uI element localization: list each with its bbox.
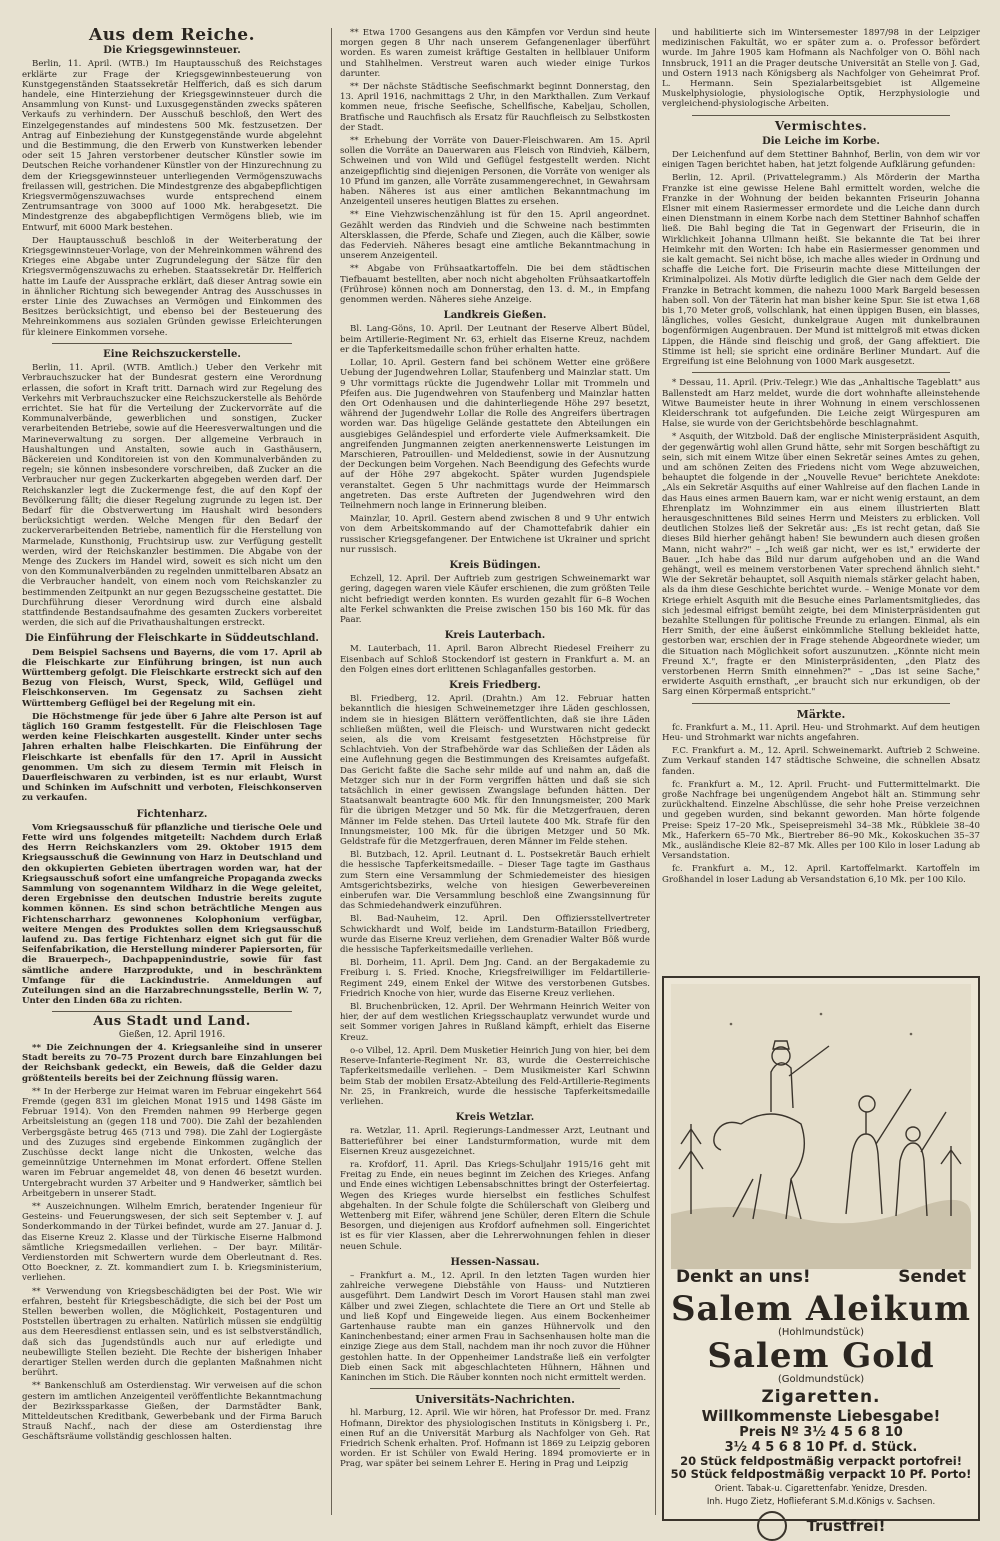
article-paragraph: ra. Krofdorf, 11. April. Das Kriegs-Schuljahr 1915/16 geht mit Freitag zu Ende, ein neues beginnt im Zeichen des Krieges. Anfang und Ende eines wichtigen Lebensabschnittes bringt der Osterfeiertag. Wegen des Krieges wurde hierselbst ein festliches Schulfest abgehalten. In der Schule folgte die Schülerschaft von Gleiberg und Wettenberg mit Eifer, während jene Schüler, deren Eltern die Schule Besorgen, und diejenigen aus Krofdorf aufnehmen soll. Eingerichtet ist es für vier Klassen, aber die Lehrerwohnungen fehlen in dieser neuen Schule. <box>340 1159 650 1252</box>
brand-name: Salem Aleikum <box>670 1289 972 1329</box>
article-paragraph: Der Leichenfund auf dem Stettiner Bahnhof, Berlin, von dem wir vor einigen Tagen berichtet haben, hat jetzt folgende Aufklärung gefunden: <box>662 150 980 171</box>
divider <box>370 1388 620 1389</box>
brand-name: Salem Gold <box>707 1336 935 1376</box>
brand-subtitle: (Hohlmundstück) <box>777 1327 865 1338</box>
article-title: Die Kriegsgewinnsteuer. <box>103 45 241 57</box>
article-paragraph: Die Höchstmenge für jede über 6 Jahre alte Person ist auf täglich 160 Gramm festgestellt. Für die Fleischlosen Tage werden keine Fleischkarten ausgestellt. Kinder unter sechs Jahren erhalten halbe Fleischkarten. Die Einführung der Fleischkarte ist ebenfalls für den 17. April in Aussicht genommen. Um sich zu diesem Termin mit Fleisch in Dauerfleischwaren zu verbinden, ist es nur erlaubt, Wurst und Schinken im Aufschnitt und verboten, Fleischkonserven zu verkaufen. <box>22 711 322 804</box>
ad-slogan-right: Sendet <box>898 1267 966 1287</box>
article-paragraph: fc. Frankfurt a. M., 12. April. Frucht- und Futtermittelmarkt. Die große Nachfrage bei ungenügendem Angebot hält an. Stimmung sehr zurückhaltend. Einzelne Abschlüsse, die sehr hohe Preise verzeichnen und gegeben wurden, sind bekannt geworden. Man hörte folgende Preise: Speiz 17–20 Mk., Speisepreismehl 34–38 Mk., Rübkleie 38–40 Mk., Haferkern 65–70 Mk., Biertreber 86–90 Mk., Kokoskuchen 35–37 Mk., ausländische Kleie 82–87 Mk. Alles per 100 Kilo in loser Ladung ab Versandstation. <box>662 779 980 862</box>
article-paragraph: ** Eine Viehzwischenzählung ist für den 15. April angeordnet. Gezählt werden das Rindvieh und die Schweine nach bestimmten Altersklassen, die Pferde, Schafe und Ziegen, auch die Kälber, sowie das Federvieh. Näheres besagt eine amtliche Bekanntmachung in unserem Anzeigenteil. <box>340 210 650 262</box>
article-paragraph: * Dessau, 11. April. (Priv.-Telegr.) Wie das „Anhaltische Tageblatt" aus Ballenstedt am Harz meldet, wurde die dort wohnhafte alleinstehende Witwe Baumeister heute in ihrer Wohnung in einem verschlossenen Kleiderschrank tot aufgefunden. Die Leiche zeigt Würgespuren am Halse, sie wurde von der Gerichtsbehörde beschlagnahmt. <box>662 378 980 430</box>
divider <box>52 343 292 344</box>
divider <box>692 115 950 116</box>
article-paragraph: Der Hauptausschuß beschloß in der Weiterberatung der Kriegsgewinnsteuer-Vorlage, von der Mehreinkommen während des Krieges eine Abgabe unter Zugrundelegung der Sätze für den Kriegsvermögenszuwachs zu erheben. Staatssekretär Dr. Helfferich hatte im Laufe der Aussprache erklärt, daß dieser Antrag sowie ein in ähnlicher Richtung sich bewegender Antrag des Ausschusses in erster Linie des Zuwachses an Vermögen und Einkommen des Besitzes berücksichtigt, und ebenso bei der Besteuerung des Mehreinkommens aus sozialen Gründen gewisse Erleichterungen für kleinere Einkommen vorsehe. <box>22 235 322 338</box>
article-title: Landkreis Gießen. <box>443 310 547 322</box>
article-paragraph: ** Verwendung von Kriegsbeschädigten bei der Post. Wie wir erfahren, besteht für Kriegsbeschädigte, die sich bei der Post um Stellen bewerben wollen, die Möglichkeit, Postagenturen und Poststellen übertragen zu erhalten. Natürlich müssen sie endgültig aus dem Heeresdienst entlassen sein, und es ist selbstverständlich, daß sich das Jugendstündls auch nur auf erledigte und neubewilligte Stellen bezieht. Die Rechte der bisherigen Inhaber derartiger Stellen werden durch die geplanten Maßnahmen nicht berührt. <box>22 1286 322 1379</box>
article-title: Fichtenharz. <box>136 808 208 820</box>
divider <box>692 372 950 373</box>
dateline: Gießen, 12. April 1916. <box>118 1029 226 1040</box>
trust-line <box>664 1511 978 1541</box>
shipping-note: 20 Stück feldpostmäßig verpackt portofrei! <box>680 1454 962 1468</box>
article-paragraph: Berlin, 11. April. (WTB.) Im Hauptausschuß des Reichstages erklärte zur Frage der Kriegsgewinnbesteuerung von Kunstgegenständen Staatssekretär Helfferich, daß es sich darum handele, eine Hinterziehung der Kriegsgewinnsteuer durch die Ansammlung von Kunst- und Luxusgegenständen zwecks späteren Verkaufs zu verhindern. Der Ausschuß beschloß, den Wert des Einzelgegenstandes auf mindestens 500 Mk. festzusetzen. Der Antrag auf Einbeziehung der Kunstgegenstände wurde abgelehnt und die Bestimmung, die den Erwerb von Kunstwerken lebender oder seit 15 Jahren verstorbener deutscher Künstler sowie im Deutschen Reiche vorhandener Künstler von der Hinzurechnung zu dem der Kriegsgewinnsteuer unterliegenden Vermögenszuwachs freilassen will, gestrichen. Die Mindestgrenze des abgabepflichtigen Kriegsvermögenszuwachses wurde entsprechend einem Zentrumsantrage von 3000 auf 1000 Mk. herabgesetzt. Die Mindestgrenze des abgabepflichtigen Vermögens blieb, wie im Entwurf, mit 6000 Mark bestehen. <box>22 59 322 233</box>
article-title: Kreis Lauterbach. <box>444 630 546 642</box>
column-rule <box>655 28 656 1515</box>
article-paragraph: Bl. Butzbach, 12. April. Leutnant d. L. Postsekretär Bauch erhielt die hessische Tapferkeitsmedaille. – Dieser Tage tagte im Gasthaus zum Stern eine Versammlung der Schmiedemeister des hiesigen Amtsgerichtsbezirks, welche von hiesigen Gewerbevereinen einberufen war. Die Versammlung beschloß eine Zwangsinnung für das Schmiedehandwerk einzuführen. <box>340 850 650 912</box>
article-paragraph: ** Auszeichnungen. Wilhelm Emrich, beratender Ingenieur für Gesteins- und Feuerungswesen, der sich seit September v. J. auf Sonderkommando in der Türkei befindet, wurde am 27. Januar d. J. das Eiserne Kreuz 2. Klasse und der Türkische Eiserne Halbmond sämtliche Kriegsmedaillen verliehen. – Der bayr. Militär-Verdienstorden mit Schwertern wurde dem Oberleutnant d. Res. Otto Boeckner, z. Zt. kommandiert zum I. b. Kriegsministerium, verliehen. <box>22 1201 322 1284</box>
article-paragraph: Bl. Friedberg, 12. April. (Drahtn.) Am 12. Februar hatten bekanntlich die hiesigen Schweinemetzger ihre Läden geschlossen, indem sie in hiesigen Blättern veröffentlichten, daß sie ihre Läden schließen müßten, weil die Fleisch- und Wurstwaren nicht gedeckt seien, als die vom Kreisamt festgesetzten Höchstpreise für Schlachtvieh. Von der Strafbehörde war das Schließen der Läden als eine Auflehnung gegen die Bestimmungen des Kreisamtes aufgefaßt. Das Gericht faßte die Sache sehr milde auf und nahm an, daß die Metzger sich nur in der Form vergriffen hätten und daß sie sich tatsächlich in einer gewissen Zwangslage befunden hätten. Der Staatsanwalt beantragte 600 Mk. für den Innungsmeister, 200 Mark für die übrigen Metzger und 50 Mk. für die Metzgerfrauen, deren Männer im Felde stehen. Das Urteil lautete 400 Mk. Strafe für den Innungsmeister, 100 Mk. für die übrigen Metzger und 50 Mk. Geldstrafe für die Metzgerfrauen, deren Männer im Felde stehen. <box>340 694 650 848</box>
article-title: Die Einführung der Fleischkarte in Süddeutschland. <box>25 633 319 645</box>
column-rule <box>331 28 332 1515</box>
brand-subtitle: (Goldmundstück) <box>777 1374 865 1385</box>
article-paragraph: ** Erhebung der Vorräte von Dauer-Fleischwaren. Am 15. April sollen die Vorräte an Dauerwaren aus Fleisch von Rindvieh, Kälbern, Schweinen und von Wild und Geflügel festgestellt werden. Nicht anzeigepflichtig sind diejenigen Personen, die Vorräte von weniger als 10 Pfund im ganzen, alle Vorräte zusammengerechnet, in Gewahrsam haben. Näheres ist aus einer amtlichen Bekanntmachung im Anzeigenteil unseres heutigen Blattes zu ersehen. <box>340 136 650 208</box>
article-paragraph: Vom Kriegsausschuß für pflanzliche und tierische Oele und Fette wird uns folgendes mitgeteilt: Nachdem durch Erlaß des Herrn Reichskanzlers vom 29. Oktober 1915 dem Kriegsausschuß die Gewinnung von Harz in Deutschland und den okkupierten Gebieten übertragen worden war, hat der Kriegsausschuß sofort eine umfangreiche Propaganda zwecks Sammlung von sogenanntem Wildharz in die Wege geleitet, deren Ergebnisse den deutschen Industrie bereits zugute kommen können. Es sind schon beträchtliche Mengen aus Fichtenscharrharz gewonnenes Kolophonium verfügbar, weitere Mengen des Produktes sollen dem Kriegsausschuß laufend zu. Das fertige Fichtenharz eignet sich gut für die Seifenfabrikation, die Herstellung minderer Papiersorten, für die Brauerpech-, Dachpappenindustrie, sowie für fast sämtliche andere Harzprodukte, und in beschränktem Umfange für die Lackindustrie. Anmeldungen auf Zuteilungen sind an die Harzabrechnungsstelle, Berlin W. 7, Unter den Linden 68a zu richten. <box>22 822 322 1007</box>
ad-headline: Willkommenste Liebesgabe! <box>701 1407 941 1425</box>
article-paragraph: * Asquith, der Witzbold. Daß der englische Ministerpräsident Asquith, der gegenwärtig wohl allen Grund hätte, sehr mit Sorgen beschäftigt zu sein, sich mit einem Witze über einen Sekretär seines Amtes zu gehen, und am schönen Zeiten des Friedens nicht vom Wege abzuweichen, behauptet die folgende in der „Nouvelle Revue" berichtete Anekdote: „Als ein Sekretär Asquiths auf einer Wahlreise auf den flachen Lande in das Haus eines armen Bauern kam, war er nicht wenig erstaunt, an dem Ehrenplatz im Wohnzimmer ein aus einem illustrierten Blatt herausgeschnittenes Bild seines Herrn und Meisters zu erblicken. Voll deutlichen Stolzes ließ der Sekretär aus: „Es ist recht getan, daß Sie dieses Bild hierher gehängt haben! Sie bewundern auch diesen großen Mann, nicht wahr?" – „Ich weiß gar nicht, wer es ist," erwiderte der Bauer. „Ich habe das Bild nur darum aufgehoben und an die Wand gehängt, weil es meinem verstorbenen Vater sprechend ähnlich sieht." Wie der Sekretär behauptet, soll Asquith niemals stärker gelacht haben, als da ihm diese Geschichte berichtet wurde. – Wenige Monate vor dem Kriege erhielt Asquith mit die Besuche eines Parlamentsmitgliedes, das sich jedesmal eifrigst bemüht zeigte, bei dem Ministerpräsidenten gut bezahlte Stellungen für politische Freunde zu erlangen. Einmal, als ein Herr Smith, der eine äußerst einkömmliche Stellung bekleidet hatte, gestorben war, erschien der in Frage stehende Abgeordnete wieder, um die Situation nach Möglichkeit sofort auszunutzen. „Könnte nicht mein Freund X.", fragte er den Ministerpräsidenten, „den Platz des verstorbenen Herrn Smith einnehmen?" – „Das ist seine Sache," erwiderte Asquith ernsthaft, „er braucht sich nur erkundigen, ob der Sarg einen Körpermaß entspricht." <box>662 432 980 698</box>
article-paragraph: Dem Beispiel Sachsens und Bayerns, die vom 17. April ab die Fleischkarte zur Einführung bringen, ist nun auch Württemberg gefolgt. Die Fleischkarte erstreckt sich auf den Bezug von Fleisch, Wurst, Speck, Wild, Geflügel und Fleischkonserven. Im Gegensatz zu Sachsen zieht Württemberg Geflügel bei der Regelung mit ein. <box>22 647 322 709</box>
divider <box>52 1011 292 1012</box>
column-3 <box>662 28 980 967</box>
article-paragraph: fc. Frankfurt a. M., 11. April. Heu- und Strohmarkt. Auf dem heutigen Heu- und Strohmarkt war nichts angefahren. <box>662 722 980 743</box>
article-paragraph: Berlin, 11. April. (WTB. Amtlich.) Ueber den Verkehr mit Verbrauchszucker hat der Bundesrat gestern eine Verordnung erlassen, die sofort in Kraft tritt. Darnach wird zur Regelung des Verkehrs mit Verbrauchszucker eine Reichszuckerstelle als Behörde errichtet. Sie hat für die Verteilung der Zuckervorräte auf die Kommunalverbände, gewerblichen und sonstigen, Zucker verarbeitenden Betriebe, sowie auf die Heeresverwaltungen und die Marineverwaltung zu sorgen. Der allgemeine Verbrauch in Haushaltungen und Anstalten, sowie auch in Gasthäusern, Bäckereien und Konditoreien ist von den Kommunalverbänden zu regeln; sie können insbesondere vorschreiben, daß Zucker an die Verbraucher nur gegen Zuckerkarten abgegeben werden darf. Der Reichskanzler legt die Zuckermenge fest, die auf den Kopf der Bevölkerung fällt; die dieser Regelung zugrunde zu legen ist. Der Bedarf für die Obstverwertung im Haushalt wird besonders berücksichtigt werden. Welche Mengen für den Bedarf der zuckerverarbeitenden Betriebe, namentlich für die Herstellung von Marmelade, Kunsthonig, Fruchtsirup usw. zur Verfügung gestellt werden, wird der Reichskanzler bestimmen. Die Abgabe von der Menge des Zuckers im Handel wird, soweit es sich nicht um den von den Kommunalverbänden zu regelnden unmittelbaren Absatz an die Verbraucher handelt, von einem noch vom Reichskanzler zu bestimmenden Zeitpunkt an nur gegen Bezugsscheine gestattet. Die Durchführung dieser Verordnung wird durch eine alsbald stattfindende Bestandsaufnahme des gesamten Zuckers vorbereitet werden, die sich auf die Privathaushaltungen erstreckt. <box>22 363 322 629</box>
article-paragraph: Bl. Lang-Göns, 10. April. Der Leutnant der Reserve Albert Büdel, beim Artillerie-Regiment Nr. 63, erhielt das Eiserne Kreuz, nachdem er die Tapferkeitsmedaille schon früher erhalten hatte. <box>340 324 650 355</box>
section-heading: Aus dem Reiche. <box>89 28 255 45</box>
article-paragraph: Lollar, 10. April. Gestern fand bei schönem Wetter eine größere Uebung der Jugendwehren Lollar, Staufenberg und Mainzlar statt. Um 9 Uhr vormittags rückte die Jugendwehr Lollar mit Trommeln und Pfeifen aus. Die Jugendwehren von Staufenberg und Mainzlar hatten den Ort Odenhausen und die dahinterliegende Höhe 297 besetzt, während der Jugendwehr Lollar die Rolle des Angreifers übertragen worden war. Das hügelige Gelände gestattete den Abteilungen ein ausgiebiges Geländespiel und erforderte viele Aufmerksamkeit. Die angreifenden Jungmannen zeigten anerkennenswerte Leistungen im Marschieren, Patrouillen- und Meldedienst, sowie in der Ausnutzung der Deckungen beim Vorgehen. Nach Beendigung des Gefechts wurde auf der Höhe 297 abgekocht. Später wurden Jugendspiele veranstaltet. Gegen 5 Uhr nachmittags wurde der Heimmarsch angetreten. Das erste Auftreten der Jugendwehren wird den Teilnehmern noch lange in Erinnerung bleiben. <box>340 358 650 511</box>
article-paragraph: Mainzlar, 10. April. Gestern abend zwischen 8 und 9 Uhr entwich von dem Arbeitskommando auf der Chamottefabrik dahier ein russischer Kriegsgefangener. Der Entwichene ist Ukrainer und spricht nur russisch. <box>340 514 650 555</box>
price-line: Preis Nº 3½ 4 5 6 8 10 <box>739 1425 903 1440</box>
article-title: Eine Reichszuckerstelle. <box>103 348 241 360</box>
trust-label: Trustfrei! <box>806 1517 886 1535</box>
article-paragraph: – Frankfurt a. M., 12. April. In den letzten Tagen wurden hier zahlreiche verwegene Diebstähle von Hauss- und Nutztieren ausgeführt. Dem Landwirt Desch im Vorort Hausen stahl man zwei Kälber und zwei Ziegen, schlachtete die Tiere an Ort und Stelle ab und ließ Kopf und Eingeweide liegen. Aus einem Bockenheimer Gartenhause raubte man ein ganzes Hühnervolk und den Kaninchenbestand; einer armen Frau in Sachsenhausen holte man die einzige Ziege aus dem Stall, nachdem man ihr noch zuvor die Hühner gestohlen hatte. In der Oppenheimer Landstraße ließ ein verfolgter Dieb einen Sack mit abgeschlachteten Hühnern, Hähnen und Kaninchen im Stich. Die Räuber konnten noch nicht ermittelt werden. <box>340 1270 650 1383</box>
column-2 <box>340 28 650 1517</box>
ad-slogan <box>664 1267 978 1287</box>
section-heading: Aus Stadt und Land. <box>93 1014 251 1030</box>
manufacturer: Inh. Hugo Zietz, Hoflieferant S.M.d.Königs v. Sachsen. <box>706 1497 936 1507</box>
ad-slogan-left: Denkt an uns! <box>676 1267 811 1287</box>
price-line: 3½ 4 5 6 8 10 Pf. d. Stück. <box>724 1440 918 1455</box>
article-paragraph: ** Abgabe von Frühsaatkartoffeln. Die bei dem städtischen Tiefbauamt bestellten, aber noch nicht abgeholten Frühsaatkartoffeln (Frührose) können noch am Donnerstag, den 13. d. M., in Empfang genommen werden. Näheres siehe Anzeige. <box>340 264 650 306</box>
article-paragraph: Bl. Dorheim, 11. April. Dem Jng. Cand. an der Bergakademie zu Freiburg i. S. Fried. Knoche, Kriegsfreiwilliger im Feldartillerie-Regiment 249, einem Enkel der Witwe des verstorbenen Gutsbes. Friedrich Knoche von hier, wurde das Eiserne Kreuz verliehen. <box>340 958 650 999</box>
article-paragraph: ** Bankenschluß am Osterdienstag. Wir verweisen auf die schon gestern im amtlichen Anzeigenteil veröffentlichte Bekanntmachung der Bezirkssparkasse Gießen, der Darmstädter Bank, Mitteldeutschen Kreditbank, Gewerbebank und der Firma Baruch Strauß Nachf., nach der diese am Osterdienstag ihre Geschäftsräume vollständig geschlossen halten. <box>22 1381 322 1443</box>
article-paragraph: ** In der Herberge zur Heimat waren im Februar eingekehrt 564 Fremde (gegen 831 im gleichen Monat 1915 und 1498 Gäste im Februar 1914). Von den Fremden nahmen 99 Herberge gegen Arbeitsleistung an (gegen 118 und 700). Die Zahl der bezahlenden Verbergsgäste betrug 465 (713 und 798). Die Zahl der Logiergäste und des Zuzuges sind ergebende Einkommen zugänglich der Zuschüsse deckt lange nicht die Unkosten, welche das gemeinnützige Unternehmen im Monat erfordert. Offene Stellen waren im Februar angemeldet 48, von denen 46 besetzt wurden. Untergebracht wurden 37 Arbeiter und 9 Handwerker, sämtlich bei Arbeitgebern in unserer Stadt. <box>22 1086 322 1199</box>
article-paragraph: Bl. Bad-Nauheim, 12. April. Den Offiziersstellvertreter Schwickhardt und Wolf, beide im Landsturm-Bataillon Friedberg, wurde das Eiserne Kreuz verliehen, dem Grenadier Walter Böß wurde die hessische Tapferkeitsmedaille verliehen. <box>340 914 650 956</box>
soldiers-illustration <box>671 984 971 1269</box>
article-paragraph: F.C. Frankfurt a. M., 12. April. Schweinemarkt. Auftrieb 2 Schweine. Zum Verkauf standen 147 städtische Schweine, die schnellen Absatz fanden. <box>662 746 980 777</box>
column-1 <box>22 28 322 1517</box>
article-title: Die Leiche im Korbe. <box>762 135 880 147</box>
article-paragraph: ra. Wetzlar, 11. April. Regierungs-Landmesser Arzt, Leutnant und Batterieführer bei einer Landsturmformation, wurde mit dem Eisernen Kreuz ausgezeichnet. <box>340 1126 650 1157</box>
product-name: Zigaretten. <box>761 1387 881 1407</box>
article-paragraph: M. Lauterbach, 11. April. Baron Albrecht Riedesel Freiherr zu Eisenbach auf Schloß Stockendorf ist gestern in Frankfurt a. M. an den Folgen eines dort erlittenen Schlaganfalles gestorben. <box>340 644 650 675</box>
article-paragraph: Echzell, 12. April. Der Auftrieb zum gestrigen Schweinemarkt war gering, dagegen waren viele Käufer erschienen, die zum größten Teile nicht befriedigt werden konnten. Es wurden gezahlt für 6–8 Wochen alte Ferkel schwankten die Preise zwischen 150 bis 160 Mk. für das Paar. <box>340 574 650 625</box>
cigarette-advertisement <box>662 976 980 1535</box>
shipping-note: 50 Stück feldpostmäßig verpackt 10 Pf. Porto! <box>670 1467 972 1481</box>
manufacturer: Orient. Tabak-u. Cigarettenfabr. Yenidze, Dresden. <box>714 1484 928 1494</box>
article-paragraph: Berlin, 12. April. (Privattelegramm.) Als Mörderin der Martha Franzke ist eine gewisse Helene Bahl ermittelt worden, welche die Franzke in der Wohnung der beiden bekannten Friseurin Johanna Elsner mit einem Rasiermesser ermordete und die Leiche dann durch einen Dienstmann in einem Korbe nach dem Stettiner Bahnhof schaffen ließ. Die Bahl beging die Tat in Gegenwart der Friseurin, die in Wirklichkeit Johanna Ullmann heißt. Sie bekannte die Tat bei ihrer Heimkehr mit den Worten: Ich habe ein Rasiermesser genommen und sie kalt gemacht. Sei nicht böse, ich mache alles wieder in Ordnung und schaffe die Leiche fort. Die Friseurin machte diese Mitteilungen der Kriminalpolizei. Als Motiv dürfte lediglich die Gier nach dem Gelde der Franzke in Betracht kommen, die nahezu 1000 Mark Bargeld besessen haben soll. Von der Täterin hat man bisher keine Spur. Sie ist etwa 1,68 bis 1,70 Meter groß, vollschlank, hat einen üppigen Busen, ein blasses, längliches, volles Gesicht, dunkelgraue Augen mit dunkelbraunen bogenförmigen Augenbrauen. Der Mund ist mittelgroß mit etwas dicken Lippen, die Hände sind fleischig und groß, der Gang affektiert. Die Stimme ist hell; sie spricht eine ordinäre Berliner Mundart. Auf die Ergreifung ist eine Belohnung von 1000 Mark ausgesetzt. <box>662 173 980 368</box>
article-paragraph: fc. Frankfurt a. M., 12. April. Kartoffelmarkt. Kartoffeln im Großhandel in loser Ladung ab Versandstation 6,10 Mk. per 100 Kilo. <box>662 864 980 885</box>
article-paragraph: o-o Vilbel, 12. April. Dem Musketier Heinrich Jung von hier, bei dem Reserve-Infanterie-Regiment Nr. 83, wurde die Oesterreichische Tapferkeitsmedaille verliehen. – Dem Musikmeister Karl Schwinn beim Stab der mobilen Ersatz-Abteilung des Feld-Artillerie-Regiments Nr. 25, in Frankreich, wurde die hessische Tapferkeitsmedaille verliehen. <box>340 1045 650 1107</box>
seal-icon <box>757 1511 787 1541</box>
article-title: Kreis Büdingen. <box>449 559 541 571</box>
article-title: Hessen-Nassau. <box>450 1256 540 1268</box>
article-paragraph: ** Etwa 1700 Gesangens aus den Kämpfen vor Verdun sind heute morgen gegen 8 Uhr nach unserem Gefangenenlager überführt worden. Es waren zumeist kräftige Gestalten in hellblauer Uniform und Stahlhelmen. Verstreut waren auch wieder einige Turkos darunter. <box>340 28 650 79</box>
article-paragraph: hl. Marburg, 12. April. Wie wir hören, hat Professor Dr. med. Franz Hofmann, Direktor des physiologischen Instituts in Königsberg i. Pr., einen Ruf an die Universität Marburg als Nachfolger von Geh. Rat Friedrich Schenk erhalten. Prof. Hofmann ist 1869 zu Leipzig geboren worden. Er ist Schüler von Ewald Hering. 1894 promovierte er in Prag, war später bei seinem Lehrer E. Hering in Prag und Leipzig <box>340 1408 650 1470</box>
section-heading: Vermischtes. <box>774 118 868 133</box>
article-paragraph: ** Der nächste Städtische Seefischmarkt beginnt Donnerstag, den 13. April 1916, nachmittags 2 Uhr, in den Markthallen. Zum Verkauf kommen neue, frische Seefische, Schellfische, Kabeljau, Schollen, Bratfische und Rauchfisch als Ersatz für Rauchfleisch zu Selbstkosten der Stadt. <box>340 82 650 133</box>
article-paragraph: Bl. Bruchenbrücken, 12. April. Der Wehrmann Heinrich Weiter von hier, der auf dem westlichen Kriegsschauplatz verwundet wurde und seit Sommer vorigen Jahres in Rußland kämpft, erhielt das Eiserne Kreuz. <box>340 1002 650 1043</box>
article-title: Kreis Wetzlar. <box>455 1112 535 1124</box>
article-title: Kreis Friedberg. <box>449 679 541 691</box>
article-title: Universitäts-Nachrichten. <box>415 1393 575 1407</box>
article-paragraph: ** Die Zeichnungen der 4. Kriegsanleihe sind in unserer Stadt bereits zu 70–75 Prozent durch bare Einzahlungen bei der Reichsbank gedeckt, ein Beweis, daß die Gelder dazu größtenteils bereits bei der Zeichnung flüssig waren. <box>22 1042 322 1084</box>
divider <box>692 703 950 704</box>
article-title: Märkte. <box>796 707 846 721</box>
article-paragraph: und habilitierte sich im Wintersemester 1897/98 in der Leipziger medizinischen Fakultät, wo er später zum a. o. Professor befördert wurde. Im Jahre 1905 kam Hofmann als Nachfolger von O. Böhl nach Innsbruck, 1911 an die Prager deutsche Universität an Stelle von J. Gad, und Ostern 1913 nach Königsberg als Nachfolger von Geheimrat Prof. L. Hermann. Sein Spezialarbeitsgebiet ist Allgemeine Muskelphysiologie, physiologische Optik, Herzphysiologie und vergleichend-physiologische Arbeiten. <box>662 28 980 110</box>
